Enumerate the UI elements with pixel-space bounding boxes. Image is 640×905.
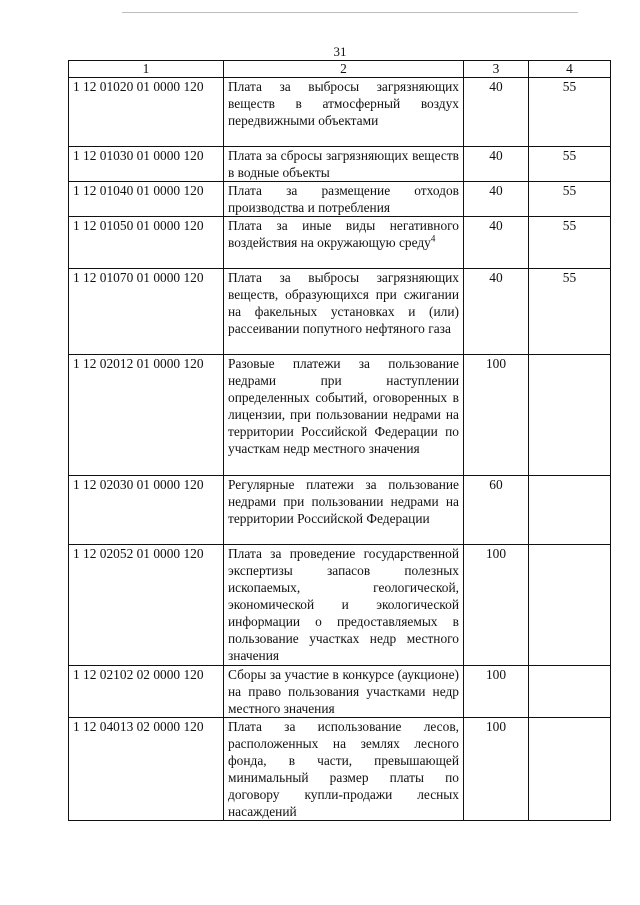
row-code: 1 12 02102 02 0000 120: [69, 666, 224, 718]
row-code: 1 12 04013 02 0000 120: [69, 718, 224, 821]
table-row: [69, 355, 611, 476]
row-description: Сборы за участие в конкурсе (аукционе) на право пользования участками недр местного значения: [224, 666, 464, 718]
table-row: [69, 147, 611, 182]
header-col-3: 3: [464, 61, 529, 78]
row-code: 1 12 02030 01 0000 120: [69, 476, 224, 545]
row-description: Плата за размещение отходов производства и потребления: [224, 182, 464, 217]
row-description: Плата за использование лесов, расположенных на землях лесного фонда, в части, превышающей минимальный размер платы по договору купли-продажи лесных насаждений: [224, 718, 464, 821]
header-col-4: 4: [529, 61, 611, 78]
header-row: [69, 61, 611, 78]
row-code: 1 12 01040 01 0000 120: [69, 182, 224, 217]
row-col4-value: [529, 476, 611, 545]
top-rule: [122, 12, 578, 13]
row-code: 1 12 01050 01 0000 120: [69, 217, 224, 269]
page-number: 31: [333, 44, 347, 59]
table-row: [69, 217, 611, 269]
revenue-table: [68, 60, 611, 821]
row-col3-value: 40: [464, 78, 529, 147]
row-code: 1 12 01070 01 0000 120: [69, 269, 224, 355]
row-code: 1 12 01020 01 0000 120: [69, 78, 224, 147]
row-description-text: Плата за иные виды негативного воздействия на окружающую среду: [228, 218, 459, 250]
row-col4-value: [529, 355, 611, 476]
table-row: [69, 78, 611, 147]
row-description: Регулярные платежи за пользование недрами при пользовании недрами на территории Российской Федерации: [224, 476, 464, 545]
table-row: [69, 182, 611, 217]
row-col4-value: 55: [529, 78, 611, 147]
footnote-marker: 4: [430, 233, 436, 244]
row-col3-value: 60: [464, 476, 529, 545]
row-col4-value: [529, 545, 611, 666]
row-col4-value: 55: [529, 269, 611, 355]
table-row: [69, 718, 611, 821]
row-description: Плата за сбросы загрязняющих веществ в водные объекты: [224, 147, 464, 182]
table-row: [69, 476, 611, 545]
row-code: 1 12 01030 01 0000 120: [69, 147, 224, 182]
row-col4-value: 55: [529, 217, 611, 269]
row-description: [224, 217, 464, 269]
table-row: [69, 666, 611, 718]
row-col3-value: 100: [464, 545, 529, 666]
row-description: Разовые платежи за пользование недрами при наступлении определенных событий, оговоренных в лицензии, при пользовании недрами на территории Российской Федерации по участкам недр местного значения: [224, 355, 464, 476]
row-col3-value: 40: [464, 147, 529, 182]
row-col4-value: [529, 718, 611, 821]
row-col3-value: 100: [464, 718, 529, 821]
header-col-1: 1: [69, 61, 224, 78]
row-col3-value: 40: [464, 182, 529, 217]
row-description: Плата за выбросы загрязняющих веществ в атмосферный воздух передвижными объектами: [224, 78, 464, 147]
row-col3-value: 100: [464, 666, 529, 718]
row-code: 1 12 02052 01 0000 120: [69, 545, 224, 666]
row-description: Плата за выбросы загрязняющих веществ, образующихся при сжигании на факельных установках и (или) рассеивании попутного нефтяного газа: [224, 269, 464, 355]
table-row: [69, 545, 611, 666]
row-code: 1 12 02012 01 0000 120: [69, 355, 224, 476]
row-col4-value: 55: [529, 182, 611, 217]
row-col4-value: 55: [529, 147, 611, 182]
row-col3-value: 40: [464, 217, 529, 269]
row-description: Плата за проведение государственной экспертизы запасов полезных ископаемых, геологической, экономической и экологической информации о предоставляемых в пользование участках недр местного значения: [224, 545, 464, 666]
row-col3-value: 100: [464, 355, 529, 476]
table-row: [69, 269, 611, 355]
row-col4-value: [529, 666, 611, 718]
row-col3-value: 40: [464, 269, 529, 355]
header-col-2: 2: [224, 61, 464, 78]
